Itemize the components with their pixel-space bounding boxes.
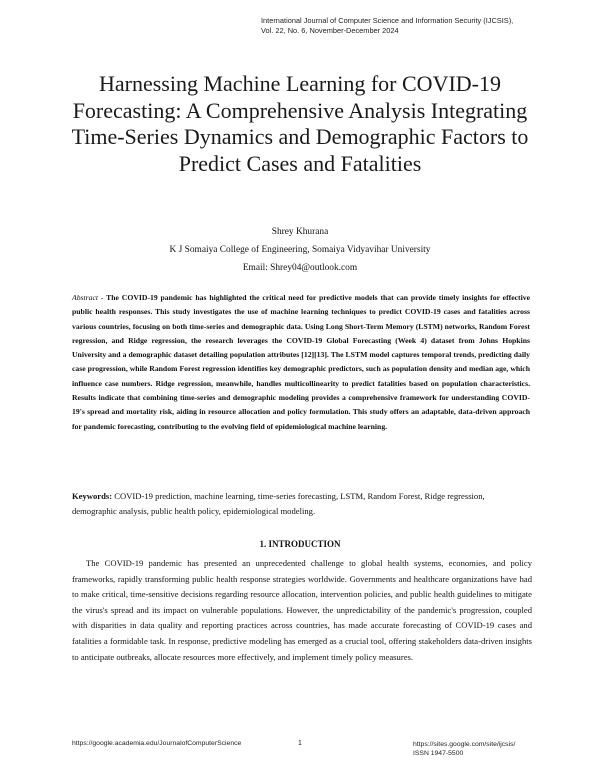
page-number: 1 (298, 740, 302, 747)
abstract-label: Abstract - (72, 293, 104, 302)
journal-header-line1: International Journal of Computer Science and Information Security (IJCSIS), (261, 16, 514, 25)
introduction-paragraph: The COVID-19 pandemic has presented an unprecedented challenge to global health systems, economies, and policy frameworks, rapidly transforming public health response strategies worldwide. Governments and healthcare organizations have had to make critical, time-sensitive decisions regarding resource allocation, intervention policies, and public health guidelines to mitigate the virus's spread and its impact on vulnerable populations. However, the unpredictability of the pandemic's progression, coupled with disparities in data quality and reporting practices across countries, has made accurate forecasting of COVID-19 cases and fatalities a formidable task. In response, predictive modeling has emerged as a crucial tool, offering stakeholders data-driven insights to anticipate outbreaks, allocate resources more effectively, and implement timely policy measures. (72, 558, 532, 662)
keywords-label: Keywords: (72, 491, 113, 501)
author-name: Shrey Khurana (271, 227, 329, 237)
paper-title: Harnessing Machine Learning for COVID-19 Forecasting: A Comprehensive Analysis Integrating Time-Series Dynamics and Demographic Factors to Predict Cases and Fatalities (71, 71, 529, 176)
author-email: Email: Shrey04@outlook.com (242, 263, 358, 273)
journal-header-line2: Vol. 22, No. 6, November-December 2024 (261, 26, 399, 35)
section-heading-introduction: 1. INTRODUCTION (259, 539, 341, 549)
abstract-text: The COVID-19 pandemic has highlighted the critical need for predictive models that can provide timely insights for effective public health responses. This study investigates the use of machine learning techniques to predict COVID-19 cases and fatalities across various countries, focusing on both time-series and demographic data. Using Long Short-Term Memory (LSTM) networks, Random Forest regression, and Ridge regression, the research leverages the COVID-19 Global Forecasting (Week 4) dataset from Johns Hopkins University and a demographic dataset detailing population attributes [12][13]. The LSTM model captures temporal trends, predicting daily case progression, while Random Forest regression identifies key demographic predictors, such as population density and median age, which influence case numbers. Ridge regression, meanwhile, handles multicollinearity to predict fatalities based on population characteristics. Results indicate that combining time-series and demographic modeling provides a comprehensive framework for understanding COVID-19's spread and mortality risk, aiding in resource allocation and policy formulation. This study offers an adaptable, data-driven approach for pandemic forecasting, contributing to the evolving field of epidemiological machine learning. (72, 293, 530, 431)
keywords (72, 489, 530, 519)
footer-sites-link[interactable]: https://sites.google.com/site/ijcsis/ (413, 741, 516, 748)
keywords-text: COVID-19 prediction, machine learning, time-series forecasting, LSTM, Random Forest, Ridge regression, demographic analysis, public health policy, epidemiological modeling. (72, 491, 485, 516)
footer-issn: ISSN 1947-5500 (413, 750, 464, 757)
author-affiliation: K J Somaiya College of Engineering, Somaiya Vidyavihar University (169, 245, 431, 255)
journal-header (261, 16, 561, 36)
footer-right (413, 740, 553, 758)
author-block (60, 223, 540, 277)
abstract (72, 291, 530, 434)
footer-academia-link[interactable]: https://google.academia.edu/JournalofComputerScience (72, 740, 242, 747)
